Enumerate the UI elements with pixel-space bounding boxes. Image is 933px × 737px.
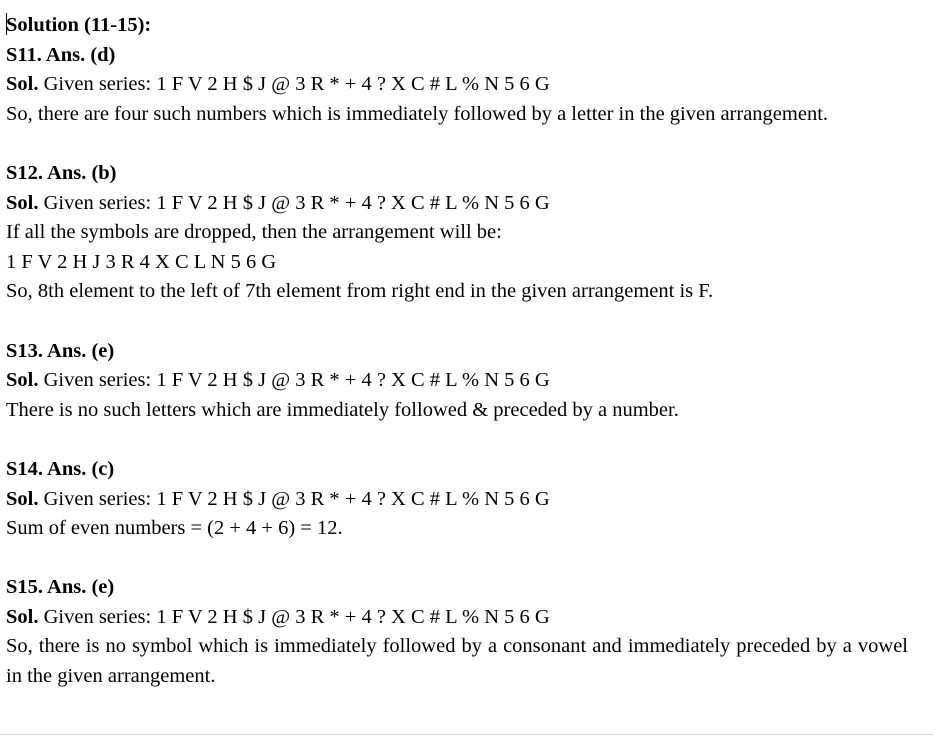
given-series: Given series: 1 F V 2 H $ J @ 3 R * + 4 ? X C # L % N 5 6 G bbox=[38, 73, 550, 96]
sol-label: Sol. bbox=[6, 73, 39, 96]
spacer bbox=[6, 129, 908, 159]
explanation-text: There is no such letters which are immediately followed & preceded by a number. bbox=[6, 398, 679, 421]
given-series-line bbox=[6, 366, 908, 396]
answer-heading: S13. Ans. (e) bbox=[6, 339, 115, 362]
sol-label: Sol. bbox=[6, 605, 39, 628]
answer-heading: S12. Ans. (b) bbox=[6, 161, 117, 184]
sol-label: Sol. bbox=[6, 487, 39, 510]
solution-block-s11 bbox=[6, 41, 908, 130]
page-bottom-divider bbox=[0, 734, 933, 735]
given-series: Given series: 1 F V 2 H $ J @ 3 R * + 4 ? X C # L % N 5 6 G bbox=[38, 605, 550, 628]
explanation-text: So, there are four such numbers which is immediately followed by a letter in the given arrangement. bbox=[6, 102, 829, 125]
heading-text: Solution (11-15): bbox=[6, 14, 152, 36]
explanation-text: So, 8th element to the left of 7th element from right end in the given arrangement is F. bbox=[6, 280, 714, 303]
given-series-line bbox=[6, 485, 908, 515]
answer-heading: S11. Ans. (d) bbox=[6, 43, 116, 66]
explanation-text: If all the symbols are dropped, then the arrangement will be: bbox=[6, 221, 502, 244]
given-series-line bbox=[6, 603, 908, 633]
solution-heading bbox=[6, 11, 908, 41]
answer-heading: S14. Ans. (c) bbox=[6, 457, 115, 480]
spacer bbox=[6, 307, 908, 337]
explanation-text: Sum of even numbers = (2 + 4 + 6) = 12. bbox=[6, 517, 343, 540]
sol-label: Sol. bbox=[6, 191, 39, 214]
solution-block-s14 bbox=[6, 455, 908, 544]
spacer bbox=[6, 544, 908, 574]
reduced-arrangement: 1 F V 2 H J 3 R 4 X C L N 5 6 G bbox=[6, 250, 277, 273]
given-series: Given series: 1 F V 2 H $ J @ 3 R * + 4 ? X C # L % N 5 6 G bbox=[38, 369, 550, 392]
given-series-line bbox=[6, 70, 908, 100]
document-page bbox=[6, 11, 908, 692]
explanation-text: So, there is no symbol which is immediately followed by a consonant and immediately preceded by a vowel in the given arrangement. bbox=[6, 635, 908, 688]
sol-label: Sol. bbox=[6, 369, 39, 392]
given-series-line bbox=[6, 189, 908, 219]
solution-block-s15 bbox=[6, 573, 908, 691]
spacer bbox=[6, 425, 908, 455]
given-series: Given series: 1 F V 2 H $ J @ 3 R * + 4 ? X C # L % N 5 6 G bbox=[38, 487, 550, 510]
answer-heading: S15. Ans. (e) bbox=[6, 576, 115, 599]
solution-block-s12 bbox=[6, 159, 908, 307]
solution-block-s13 bbox=[6, 337, 908, 426]
given-series: Given series: 1 F V 2 H $ J @ 3 R * + 4 ? X C # L % N 5 6 G bbox=[38, 191, 550, 214]
